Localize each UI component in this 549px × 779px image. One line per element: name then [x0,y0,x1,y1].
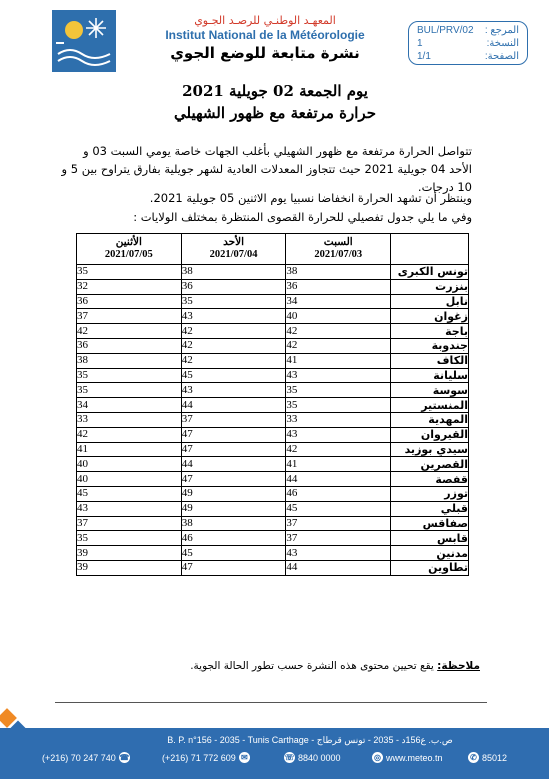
temp-sunday: 42 [181,353,286,368]
temp-saturday: 35 [286,398,391,413]
col-day: السبت [323,237,353,248]
governorate-name: المهدية [391,412,469,427]
temp-sunday: 38 [181,265,286,280]
bulletin-date: يوم الجمعة 02 جويلية 2021 [182,82,368,100]
governorate-name: تطاوين [391,560,469,575]
temp-sunday: 46 [181,531,286,546]
footer-phone1 [42,752,130,763]
temp-monday: 35 [77,531,182,546]
phone-icon: ☎ [119,753,130,762]
temp-saturday: 44 [286,472,391,487]
col-date: 2021/07/05 [104,249,153,260]
temp-monday: 43 [77,501,182,516]
note-label: ملاحظة: [437,660,480,672]
ref-row-page [417,50,519,63]
temp-saturday: 37 [286,516,391,531]
governorate-name: قبلي [391,501,469,516]
temp-monday: 35 [77,265,182,280]
footer-contacts [0,752,549,768]
temp-monday: 39 [77,560,182,575]
temp-monday: 42 [77,324,182,339]
temp-monday: 34 [77,398,182,413]
temp-monday: 37 [77,516,182,531]
temp-saturday: 33 [286,412,391,427]
temp-monday: 39 [77,546,182,561]
footer-green-line [284,752,341,763]
temp-monday: 42 [77,427,182,442]
note-text: يقع تحيين محتوى هذه النشرة حسب تطور الحالة الجوية. [190,660,434,672]
temp-monday: 45 [77,486,182,501]
temp-sunday: 47 [181,560,286,575]
col-header-sunday [181,234,286,265]
temp-sunday: 45 [181,368,286,383]
ref-label: المرجع : [484,25,519,36]
max-temperature-table [76,233,469,576]
table-row [77,368,469,383]
governorate-name: مدنين [391,546,469,561]
col-header-monday [77,234,182,265]
sms-icon: ✆ [468,752,479,763]
table-row [77,427,469,442]
table-row [77,383,469,398]
temp-saturday: 37 [286,531,391,546]
ref-value: 1/1 [417,51,431,62]
governorate-name: قفصة [391,472,469,487]
governorate-name: بنزرت [391,279,469,294]
ref-label: الصفحة: [484,51,519,62]
temp-sunday: 43 [181,383,286,398]
temp-saturday: 43 [286,368,391,383]
table-row [77,353,469,368]
temp-saturday: 44 [286,560,391,575]
table-row [77,309,469,324]
phone2-text: (+216) 71 772 609 [162,752,236,763]
footer-address: B. P. n°156 - 2035 - Tunis Carthage - ص.ب. ع156د - 2035 - تونس قرطاج [167,735,453,745]
governorate-name: قابس [391,531,469,546]
temp-saturday: 46 [286,486,391,501]
institute-name-ar: المعهـد الوطنـي للرصـد الجـوي [194,14,336,27]
col-header-saturday [286,234,391,265]
paragraph-forecast: تتواصل الحرارة مرتفعة مع ظهور الشهيلي بأغلب الجهات خاصة يومي السبت 03 و الأحد 04 جويلية 2021 حيث تتجاوز المعدلات العادية لشهر جويلية بفارق يتراوح بين 5 و 10 درجات. [61,144,472,194]
paragraph-decrease: وينتظر أن تشهد الحرارة انخفاضا نسبيا يوم الاثنين 05 جويلية 2021. [149,191,472,205]
temp-monday: 40 [77,457,182,472]
temp-saturday: 35 [286,383,391,398]
governorate-name: زغوان [391,309,469,324]
website-text: www.meteo.tn [386,752,443,763]
footer-website[interactable] [372,752,443,763]
table-row [77,338,469,353]
table-row [77,560,469,575]
table-row [77,324,469,339]
temp-saturday: 36 [286,279,391,294]
table-row [77,486,469,501]
col-day: الأحد [223,237,245,248]
footer-phone2 [162,752,250,763]
temp-monday: 35 [77,383,182,398]
institute-name-fr: Institut National de la Météorologie [165,28,365,42]
governorate-name: سليانة [391,368,469,383]
temp-sunday: 44 [181,457,286,472]
governorate-name: تونس الكبرى [391,265,469,280]
temp-monday: 33 [77,412,182,427]
governorate-name: جندوبة [391,338,469,353]
governorate-name: صفاقس [391,516,469,531]
temp-monday: 37 [77,309,182,324]
governorate-name: المنستير [391,398,469,413]
table-row [77,501,469,516]
ref-row-reference [417,24,519,37]
table-row [77,531,469,546]
temp-saturday: 43 [286,427,391,442]
governorate-name: توزر [391,486,469,501]
temp-monday: 35 [77,368,182,383]
table-row [77,472,469,487]
temp-sunday: 35 [181,294,286,309]
governorate-name: القيروان [391,427,469,442]
temp-sunday: 47 [181,427,286,442]
temp-monday: 36 [77,338,182,353]
temp-saturday: 42 [286,442,391,457]
note [60,660,480,672]
temp-sunday: 38 [181,516,286,531]
table-row [77,398,469,413]
temp-sunday: 43 [181,309,286,324]
temp-saturday: 42 [286,338,391,353]
table-header-row [77,234,469,265]
governorate-name: الكاف [391,353,469,368]
temp-sunday: 49 [181,501,286,516]
temp-sunday: 42 [181,324,286,339]
temp-sunday: 45 [181,546,286,561]
fax-icon: ✉ [239,752,250,763]
table-row [77,412,469,427]
bulletin-subject: حرارة مرتفعة مع ظهور الشهيلي [174,104,376,122]
governorate-name: باجة [391,324,469,339]
temp-sunday: 44 [181,398,286,413]
governorate-name: نابل [391,294,469,309]
sms-text: 85012 [482,752,508,763]
temp-sunday: 36 [181,279,286,294]
ref-value: BUL/PRV/02 [417,25,474,36]
temp-saturday: 41 [286,457,391,472]
green-number-text: 8840 0000 [298,752,341,763]
divider [55,702,487,703]
temp-sunday: 47 [181,442,286,457]
bulletin-title: نشرة متابعة للوضع الجوي [170,44,360,62]
col-header-governorate [391,234,469,265]
temp-saturday: 40 [286,309,391,324]
governorate-name: سيدي بوزيد [391,442,469,457]
governorate-name: القصرين [391,457,469,472]
temp-saturday: 45 [286,501,391,516]
table-row [77,516,469,531]
governorate-name: سوسة [391,383,469,398]
temp-sunday: 37 [181,412,286,427]
table-row [77,442,469,457]
temp-sunday: 42 [181,338,286,353]
temp-sunday: 47 [181,472,286,487]
ref-label: النسخة: [486,38,519,49]
temp-saturday: 41 [286,353,391,368]
footer-sms [468,752,507,763]
ref-row-version [417,37,519,50]
temp-monday: 32 [77,279,182,294]
table-row [77,279,469,294]
temp-monday: 36 [77,294,182,309]
col-date: 2021/07/03 [314,249,363,260]
temp-monday: 38 [77,353,182,368]
temp-saturday: 42 [286,324,391,339]
col-day: الأثنين [115,237,142,248]
inm-logo [52,10,116,72]
temp-saturday: 34 [286,294,391,309]
table-row [77,294,469,309]
temp-sunday: 49 [181,486,286,501]
col-date: 2021/07/04 [209,249,258,260]
reference-box [408,21,528,65]
phone1-text: (+216) 70 247 740 [42,752,116,763]
paragraph-table-intro: وفي ما يلي جدول تفصيلي للحرارة القصوى المنتظرة بمختلف الولايات : [133,210,472,224]
temp-monday: 40 [77,472,182,487]
temp-saturday: 38 [286,265,391,280]
table-row [77,546,469,561]
globe-icon: ◎ [372,752,383,763]
table-row [77,457,469,472]
ref-value: 1 [417,38,423,49]
table-row [77,265,469,280]
temp-saturday: 43 [286,546,391,561]
green-number-icon: ☏ [284,753,295,762]
temp-monday: 41 [77,442,182,457]
